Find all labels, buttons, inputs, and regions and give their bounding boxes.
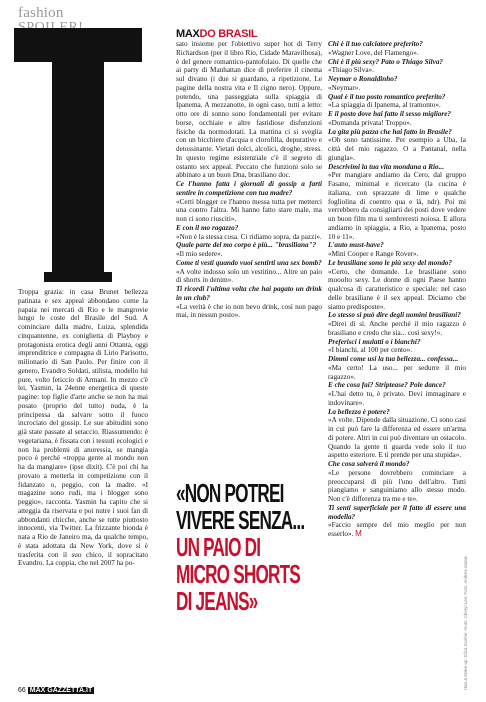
interview-answer: «I bianchi, al 100 per cento».: [328, 346, 413, 355]
interview-answer: «Faccio sempre del mio meglio per non esserlo». M: [328, 521, 466, 538]
interview-answer: «Neymar».: [328, 83, 361, 92]
dropcap-letter-t: [14, 28, 142, 282]
interview-answer: «Il mio sedere».: [176, 250, 223, 258]
interview-question: E il posto dove hai fatto il sesso migliore?: [328, 110, 451, 118]
footer-brand: MAX GAZZETTA.IT: [29, 687, 93, 694]
pull-quote-line2: VIVERE SENZA...: [176, 505, 305, 535]
interview-question: Lo stesso si può dire degli uomini brasiliani?: [328, 311, 461, 320]
section-label-max: MAX: [176, 28, 200, 40]
dropcap-stem: [52, 58, 104, 282]
interview-question: La gita più pazza che hai fatto in Brasile?: [328, 127, 452, 136]
interview-answer: «Domanda privata! Troppo».: [328, 118, 412, 127]
interview-question: Che cosa salverà il mondo?: [328, 460, 410, 468]
article-column-2: [176, 40, 322, 422]
interview-answer: «Wagner Love, del Flamengo».: [328, 48, 419, 57]
interview-answer: sato insieme per l'obiettivo super hot di Terry Richardson (per il libro Rio, Cidade Maravilhosa), è del genere romantico-pantofolaio. Di quelle che ai party di Manhattan dice di preferire il cinema sul divano (i due si guardano, a ripetizione, Le pagine della nostra vita e Il cigno nero). Oppure, potendo, una passeggiata sulla spiaggia di Ipanema. A mezzanotte, in ogni caso, tutti a letto: otto ore di sonno sono fondamentali per evitare borse, occhiaie e altre fastidiose disfunzioni fisiche da normodotati. La mattina ci si sveglia con un bicchiere d'acqua e clorofilla, depurativo e detossinante. Vietati dolci, alcolici, droghe, stress. In questo regime esistenziale c'è il segreto di ostanto sex appeal. Peccato che funzioni solo se abbinato a un buon Dna, brasiliano doc.: [176, 40, 322, 180]
interview-question: E con il mo ragazzo?: [176, 223, 239, 232]
interview-question: Descrivimi la tua vita mondana a Rio...: [328, 162, 445, 171]
interview-answer: «La spiaggia di Ipanema, al tramonto».: [328, 101, 441, 110]
interview-answer: «Mini Cooper e Range Rover».: [328, 250, 419, 258]
article-column-3: [328, 40, 466, 692]
page-footer: [18, 687, 94, 697]
interview-question: Le brasiliane sono le più sexy del mondo?: [328, 258, 452, 267]
photo-credits: [463, 530, 473, 690]
column-1-text: Troppa grazia: in casa Brunet bellezza patinata e sex appeal abbondano come la papaia nei mercati di Rio e le mangrovie lungo le coste del Brasile del Sud. A cominciare dalla madre, Luiza, splendida cinquantenne, ex coniglietta di Playboy e protagonista erotica degli anni Ottanta, oggi imprenditrice e compagna di Lirio Parisotto, milionario di San Paolo. Per finire con il genero, Evandro Soldati, stilista, modello lui pure, volto feticcio di Armani. In mezzo c'è lei, Yasmin, la 24enne energetica di queste pagine: top figlie d'arte anche se non ha mai posato (proprio del tutto) nuda, è la principessa da salvare sotto il fuoco incrociato del gossip. Le sue abitudini sono già state passate al setaccio. Riassumendo: è vegetariana, è fissata con i tessuti ecologici e non ha problemi di anoressia, se mangia poco è perché «troppa gente al mondo non ha da mangiare» (ipse dixit). C'è poi chi ha provato a metterla in competizione con il fidanzato o, peggio, con la madre. «I magazine sono rudi, ma i blogger sono peggio», racconta. Yasmin ha capito che si atteggia da riservata e poi nutre i suoi fan di abbondanti chicche, anche se tutte piuttosto innocenti, via Twitter. La frizzante bionda è nata a Rio de Janeiro ma, da qualche tempo, è stata adottata da New York, dove si è trasferita con il suo chico, il sopracitato Evandro. La coppia, che nel 2007 ha po-: [18, 288, 148, 568]
interview-question: Come ti vesti quando vuoi sentirti una sex bomb?: [176, 258, 322, 267]
interview-answer: «A volte. Dipende dalla situazione. Ci sono casi in cui può fare la differenza ed essere un'arma di potere. Altri in cui può diventare un ostacolo. Quando la gente ti guarda vede solo il tuo aspetto esteriore. E ti prende per una stupida».: [328, 416, 466, 460]
interview-answer: «Certi blogger ce l'hanno messa tutta per metterci una contro l'altra. Mi hanno fatto stare male, ma non ci sono riusciti».: [176, 197, 322, 223]
interview-question: La bellezza è potere?: [328, 407, 390, 416]
pull-quote: [176, 480, 324, 615]
interview-answer: «Le persone dovrebbero cominciare a preoccuparsi di più l'uno dell'altro. Tutti piangiamo e sanguiniamo allo stesso modo. Non c'è differenza tra me e te».: [328, 468, 466, 503]
interview-answer: «Certo, che domande. Le brasiliane sono mooolto sexy. Le donne di ogni Paese hanno qualcosa di caratteristico e speciale: nel caso delle brasiliane è il sex appeal. Diciamo che siamo predisposte».: [328, 267, 466, 311]
interview-answer: «Direi di sì. Anche perché il mio ragazzo è brasiliano e credo che sia... così sexy!».: [328, 320, 466, 337]
interview-question: Neymar o Ronaldinho?: [328, 75, 398, 83]
section-label-brasil: DO BRASIL: [199, 28, 258, 40]
section-label: [176, 24, 286, 38]
page-number: 66: [18, 687, 26, 694]
pull-quote-line5: DI JEANS»: [176, 586, 258, 616]
end-mark: M: [355, 529, 362, 538]
dropcap-foot: [44, 272, 112, 282]
interview-question: L'auto must-have?: [328, 241, 384, 250]
interview-question: E che cosa fai? Striptease? Pole dance?: [328, 381, 446, 390]
interview-answer: «L'hai detto tu, è privato. Devi immaginare e indovinare».: [328, 390, 466, 407]
interview-answer: «A volte indosso solo un vestitino... Altre un paio di shorts in denim».: [176, 267, 322, 285]
pull-quote-line3: UN PAIO DI: [176, 532, 261, 562]
photo-credits-text: Hair & Make-up: Eliza Scobie; Aiuto: Cheryl Lee; Foto: Andrea Varani: [463, 555, 468, 690]
interview-answer: «Ma certo! La uso... per sedurre il mio ragazzo».: [328, 363, 466, 381]
interview-question: Ti senti superficiale per il fatto di essere una modella?: [328, 503, 466, 521]
pull-quote-line4: MICRO SHORTS: [176, 559, 300, 589]
article-column-1: [18, 288, 148, 676]
dropcap-crossbar: [14, 28, 142, 62]
interview-question: Preferisci i mulatti o i bianchi?: [328, 337, 421, 346]
interview-question: Chi è il tuo calciatore preferito?: [328, 40, 423, 48]
interview-question: Qual è il tuo posto romantico preferito?: [328, 92, 446, 101]
interview-answer: «La verità è che io non bevo drink, così non pago mai, in nessun posto».: [176, 302, 322, 320]
interview-question: Ti ricordi l'ultima volta che hai pagato un drink in un club?: [176, 285, 322, 302]
interview-question: Quale parte del mo corpo è più... "brasiliana"?: [176, 241, 317, 250]
interview-answer: «Per mangiare andiamo da Cero, dal gruppo Fasano, minimal e ricercato (la cucina è italiana, con sprazzate di lime e qualche fogliolina di coentro qua e là, ndr). Poi mi verrebbero da consigliarti dei posti dove vedere un buon film ma ti sembreresti noiosa. E allora andiamo in spiaggia, a Rio, a Ipanema, posto 10 e 11».: [328, 171, 466, 241]
interview-question: Chi è il più sexy? Pato o Thiago Silva?: [328, 57, 444, 66]
interview-answer: «Non è la stessa cosa. Ci ridiamo sopra, da pazzi».: [176, 232, 322, 241]
interview-answer: «Oh sono tantissime. Per esempio a Uba, la città del mio ragazzo. O a Pantanal, nella giungla».: [328, 136, 466, 162]
interview-answer: «Thiago Silva».: [328, 66, 374, 75]
interview-question: Dimmi come usi la tua bellezza... confessa...: [328, 355, 459, 363]
interview-question: Ce l'hanno fatta i giornali di gossip a farti sentire in competizione con tua madre?: [176, 180, 322, 197]
pull-quote-line1: «NON POTREI: [176, 478, 284, 508]
kicker-line1: fashion: [18, 5, 64, 21]
